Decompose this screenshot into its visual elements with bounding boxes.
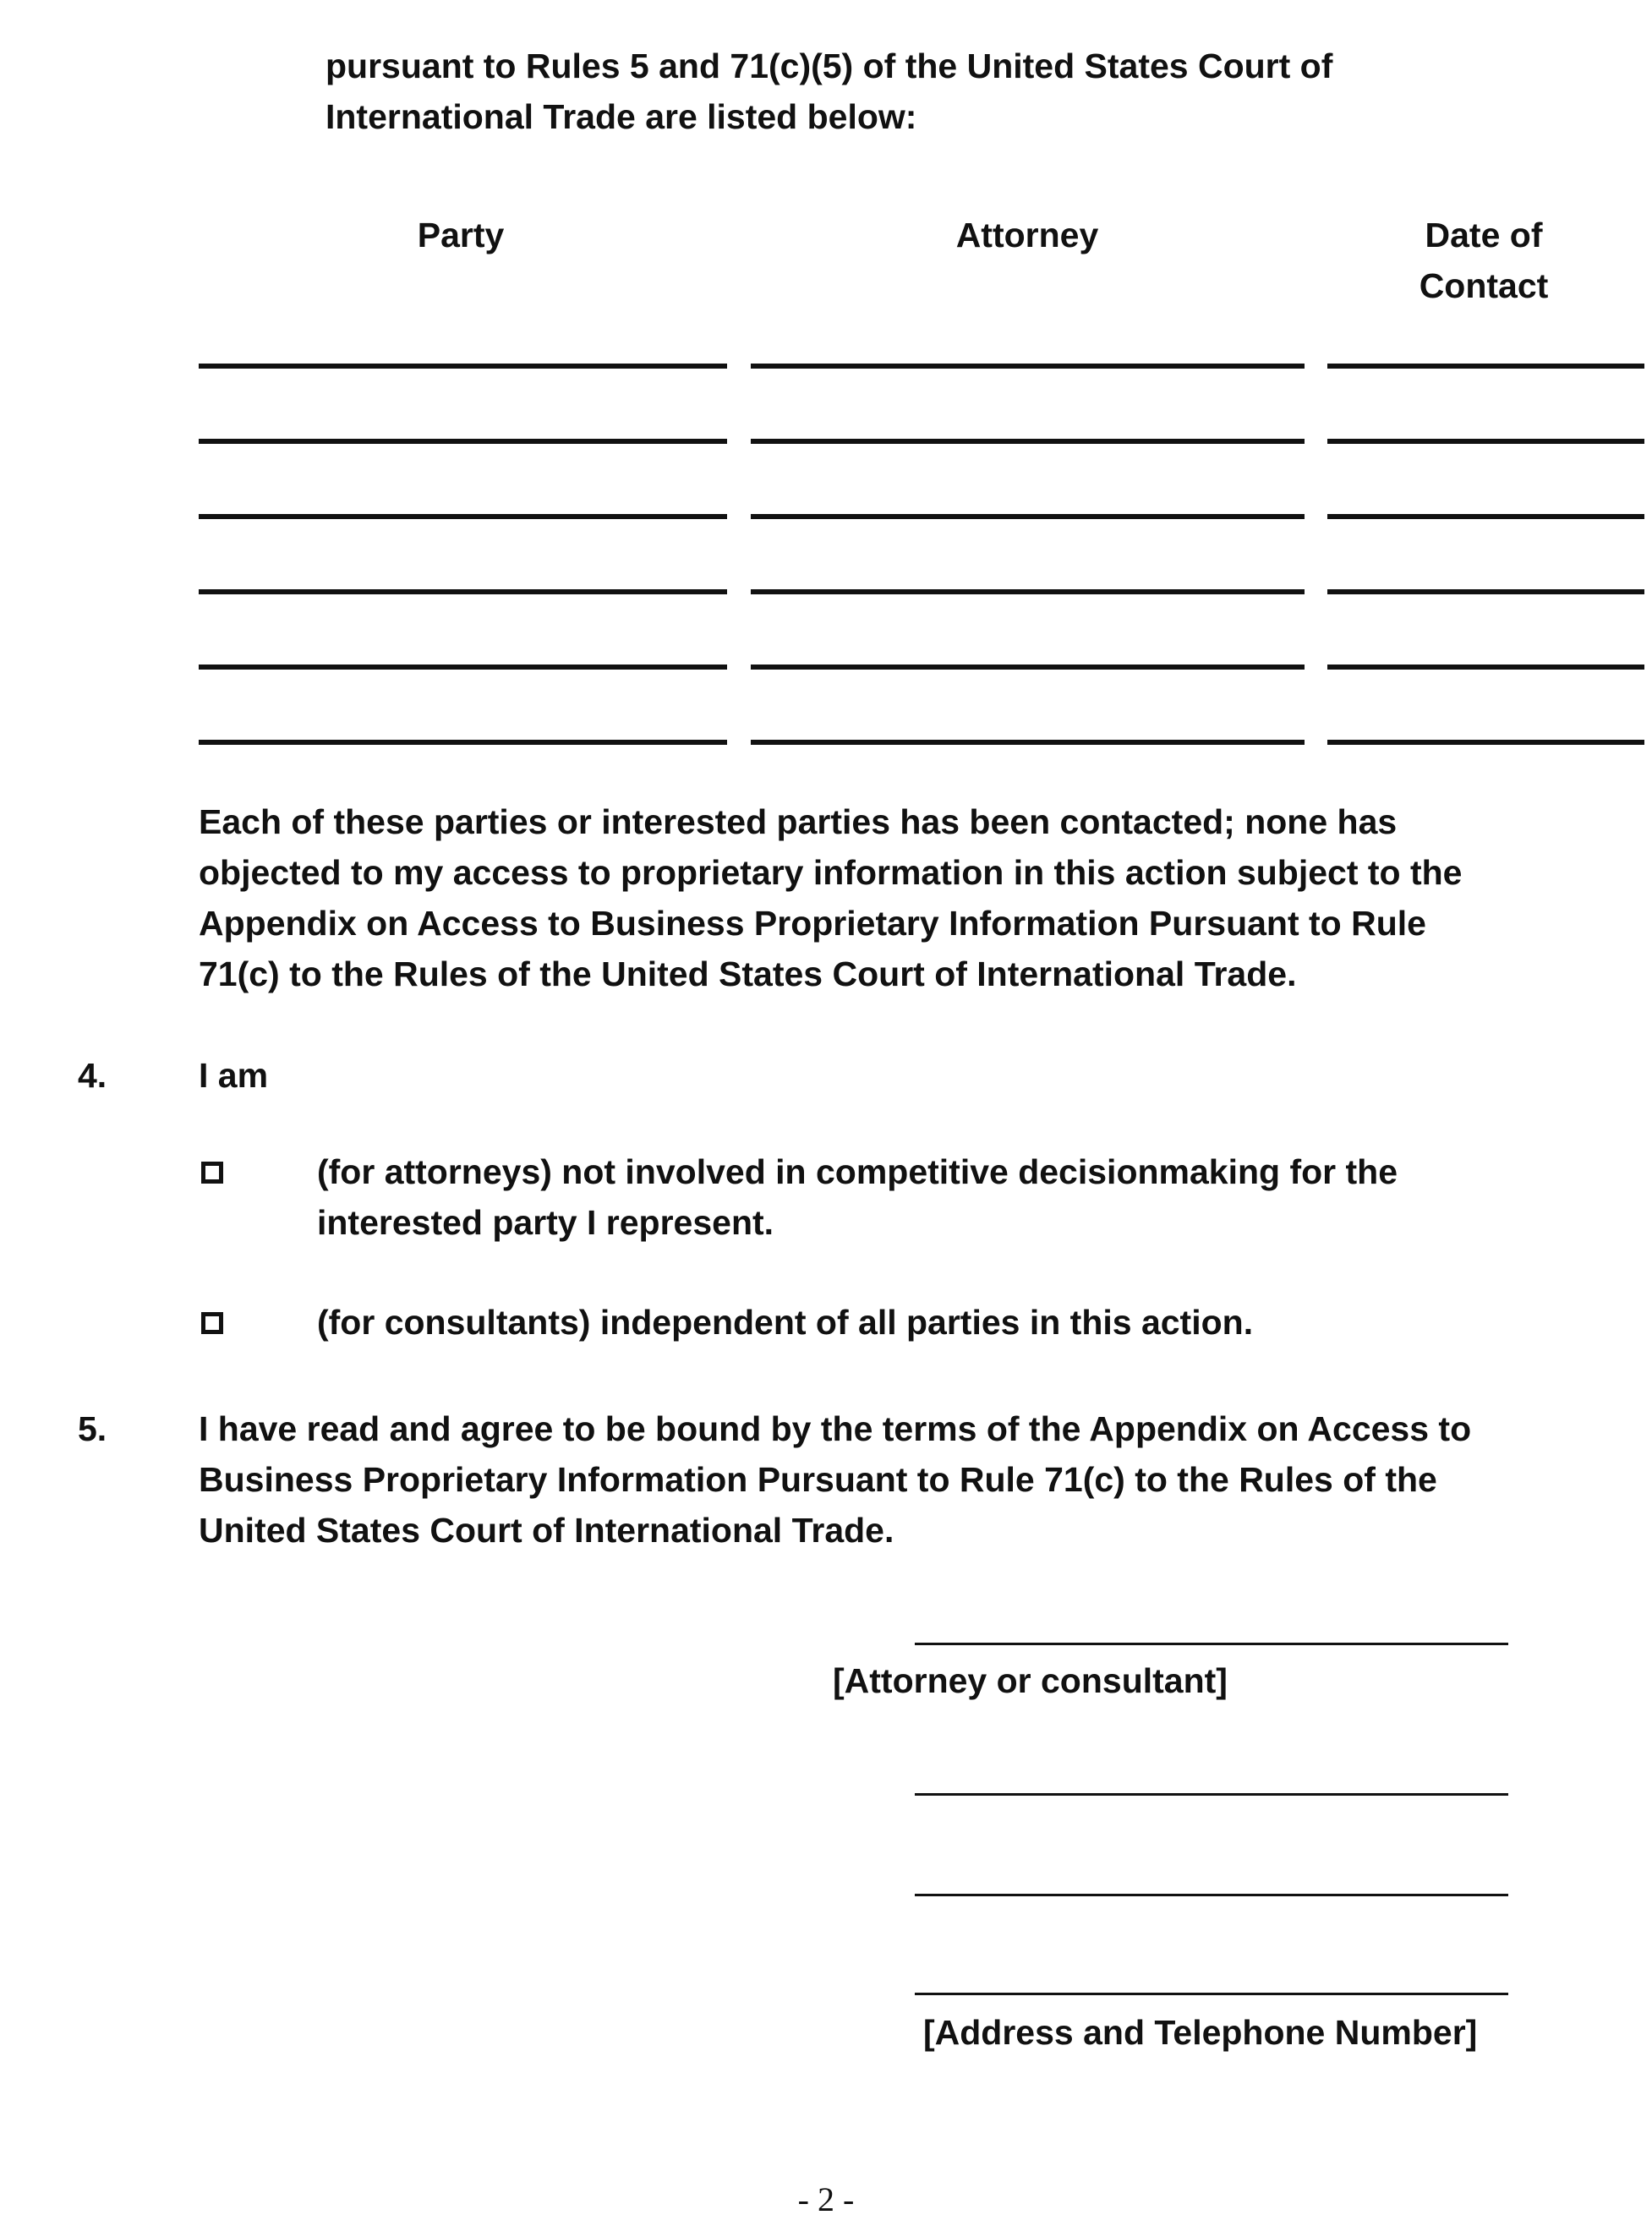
contacted-line-4: 71(c) to the Rules of the United States Court of International Trade. bbox=[199, 954, 1297, 993]
column-header-date-line-1: Date of bbox=[1425, 216, 1543, 254]
party-blank[interactable] bbox=[199, 514, 727, 519]
item-4-text: I am bbox=[199, 1056, 269, 1095]
date-blank[interactable] bbox=[1327, 740, 1644, 745]
item-4-number: 4. bbox=[78, 1056, 107, 1095]
address-line-1[interactable] bbox=[915, 1793, 1508, 1796]
table-row bbox=[199, 665, 1644, 740]
date-blank[interactable] bbox=[1327, 665, 1644, 670]
party-blank[interactable] bbox=[199, 665, 727, 670]
party-blank[interactable] bbox=[199, 364, 727, 369]
attorney-blank[interactable] bbox=[751, 740, 1305, 745]
date-blank[interactable] bbox=[1327, 589, 1644, 594]
intro-paragraph bbox=[325, 41, 1644, 142]
contacted-line-1: Each of these parties or interested parties has been contacted; none has bbox=[199, 802, 1398, 841]
consultant-checkbox[interactable] bbox=[201, 1312, 223, 1334]
intro-line-2: International Trade are listed below: bbox=[325, 97, 917, 136]
address-line-3[interactable] bbox=[915, 1993, 1508, 1995]
contact-entry-table bbox=[199, 364, 1644, 815]
contacted-line-3: Appendix on Access to Business Proprietary Information Pursuant to Rule bbox=[199, 904, 1426, 943]
signature-line[interactable] bbox=[915, 1643, 1508, 1645]
option-attorneys bbox=[317, 1146, 1636, 1248]
date-blank[interactable] bbox=[1327, 514, 1644, 519]
table-row bbox=[199, 514, 1644, 589]
attorney-blank[interactable] bbox=[751, 439, 1305, 444]
contacted-paragraph bbox=[199, 796, 1636, 999]
party-blank[interactable] bbox=[199, 589, 727, 594]
table-row bbox=[199, 589, 1644, 665]
table-row bbox=[199, 439, 1644, 514]
attorney-checkbox[interactable] bbox=[201, 1162, 223, 1184]
contacted-line-2: objected to my access to proprietary information in this action subject to the bbox=[199, 853, 1463, 892]
option-attorneys-line-1: (for attorneys) not involved in competitive decisionmaking for the bbox=[317, 1152, 1398, 1191]
column-header-date-line-2: Contact bbox=[1419, 266, 1549, 305]
column-header-attorney: Attorney bbox=[955, 216, 1099, 254]
item-5-text bbox=[199, 1403, 1636, 1556]
item-5-line-1: I have read and agree to be bound by the terms of the Appendix on Access to bbox=[199, 1409, 1472, 1448]
column-header-date-of-contact bbox=[1323, 210, 1644, 311]
option-attorneys-line-2: interested party I represent. bbox=[317, 1203, 774, 1242]
item-5-number: 5. bbox=[78, 1409, 107, 1448]
item-5-line-2: Business Proprietary Information Pursuant to Rule 71(c) to the Rules of the bbox=[199, 1460, 1437, 1499]
page-number: - 2 - bbox=[797, 2180, 855, 2218]
intro-line-1: pursuant to Rules 5 and 71(c)(5) of the United States Court of bbox=[325, 46, 1333, 85]
signature-label-attorney-or-consultant: [Attorney or consultant] bbox=[833, 1661, 1228, 1700]
attorney-blank[interactable] bbox=[751, 589, 1305, 594]
column-header-party: Party bbox=[417, 216, 505, 254]
attorney-blank[interactable] bbox=[751, 514, 1305, 519]
party-blank[interactable] bbox=[199, 439, 727, 444]
date-blank[interactable] bbox=[1327, 439, 1644, 444]
party-blank[interactable] bbox=[199, 740, 727, 745]
option-consultants: (for consultants) independent of all parties in this action. bbox=[317, 1303, 1254, 1342]
attorney-blank[interactable] bbox=[751, 665, 1305, 670]
table-row bbox=[199, 364, 1644, 439]
item-5-line-3: United States Court of International Trade. bbox=[199, 1511, 894, 1550]
signature-label-address-telephone: [Address and Telephone Number] bbox=[923, 2013, 1478, 2052]
address-line-2[interactable] bbox=[915, 1894, 1508, 1896]
attorney-blank[interactable] bbox=[751, 364, 1305, 369]
date-blank[interactable] bbox=[1327, 364, 1644, 369]
